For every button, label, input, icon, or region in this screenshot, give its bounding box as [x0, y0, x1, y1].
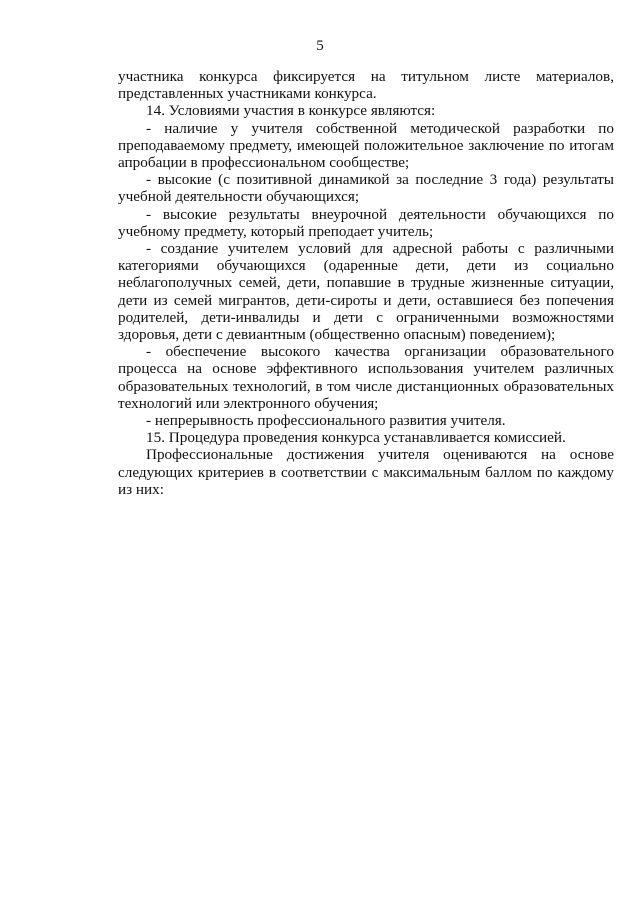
- condition-methodical-development: - наличие у учителя собственной методической разработки по преподаваемому предмету, имеющей положительное заключение по итогам апробации в профессиональном сообществе;: [118, 119, 614, 172]
- condition-professional-development: - непрерывность профессионального развития учителя.: [146, 412, 506, 430]
- criteria-intro: Профессиональные достижения учителя оцениваются на основе следующих критериев в соответствии с максимальным баллом по каждому из них:: [118, 446, 614, 498]
- document-body: [118, 68, 614, 498]
- condition-learning-results: - высокие (с позитивной динамикой за последние 3 года) результаты учебной деятельности обучающихся;: [118, 171, 614, 206]
- condition-educational-quality: - обеспечение высокого качества организации образовательного процесса на основе эффективного использования учителем различных образовательных технологий, в том числе дистанционных образовательных технологий или электронного обучения;: [118, 343, 614, 412]
- section-14-heading: 14. Условиями участия в конкурсе являются:: [146, 102, 436, 120]
- page-number: 5: [316, 38, 324, 54]
- paragraph-continuation: участника конкурса фиксируется на титульном листе материалов, представленных участниками конкурса.: [118, 68, 614, 103]
- condition-targeted-work: - создание учителем условий для адресной работы с различными категориями обучающихся (одаренные дети, дети из социально неблагополучных семей, дети, попавшие в трудные жизненные ситуации, дети из семей мигрантов, дети-сироты и дети, оставшиеся без попечения родителей, дети-инвалиды и дети с ограниченными возможностями здоровья, дети с девиантным (общественно опасным) поведением);: [118, 240, 614, 344]
- condition-extracurricular-results: - высокие результаты внеурочной деятельности обучающихся по учебному предмету, который преподает учитель;: [118, 205, 614, 240]
- section-15-heading: 15. Процедура проведения конкурса устанавливается комиссией.: [146, 429, 566, 447]
